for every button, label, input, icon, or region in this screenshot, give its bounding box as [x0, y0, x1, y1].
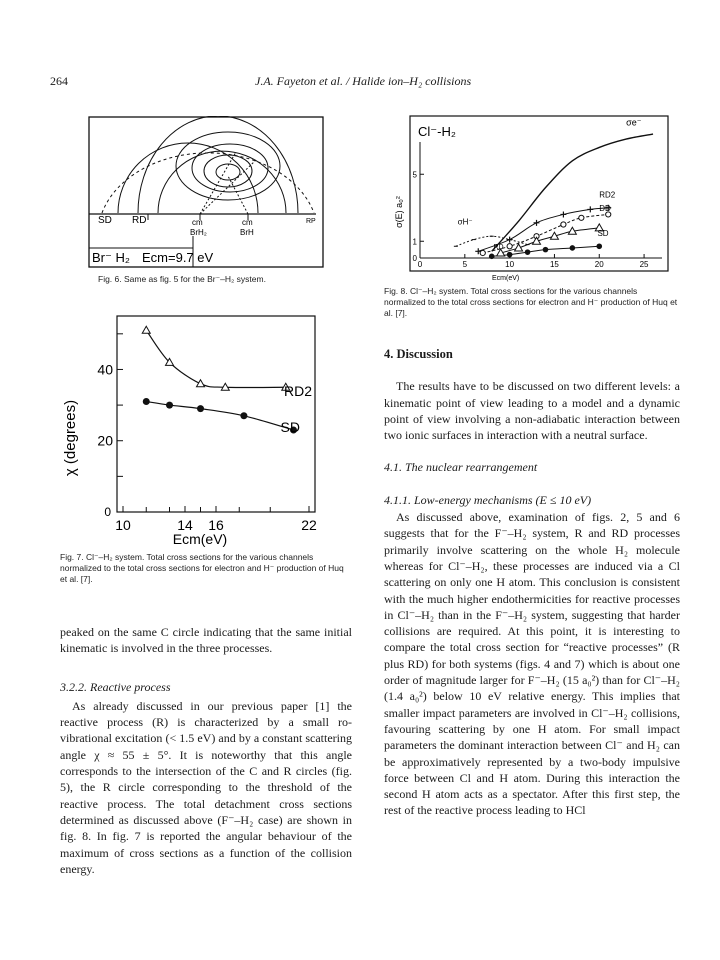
fig8-y-axis-label: σ(E) a₀² — [394, 196, 404, 228]
page-number: 264 — [50, 74, 68, 88]
fig8-x-tick-label: 15 — [549, 260, 559, 269]
figure-6 — [88, 116, 324, 268]
fig6-caption: Fig. 6. Same as fig. 5 for the Br⁻–H₂ system. — [98, 274, 266, 284]
fig6-rp-label: RP — [306, 218, 316, 225]
fig7-y-tick-label: 40 — [97, 361, 113, 378]
fig8-curve — [456, 236, 528, 246]
paragraph-low-energy: As discussed above, examination of figs. 2, 5 and 6 suggests that for the F⁻–H₂ system, R and RD processes primarily involve scattering on the whole H₂ molecule whereas for Cl⁻–H₂, these processes are induced via a Cl scattering on only one H atom. This conclusion is consistent with the much higher endothermicities for reactive processes in Cl⁻–H₂ than in the F⁻–H₂ system, suggesting that harder collisions are required. At this point, it is interesting to compare the total cross section for “reactive processes” (R plus RD) for both systems (figs. 4 and 7) which is about one order of magnitude larger for F⁻–H₂ (15 a₀²) than for Cl⁻–H₂ (1.4 a₀²) below 10 eV relative energy. This implies that smaller impact parameters are involved in Cl⁻–H₂ collisions, favouring scattering by one H atom. For small impact parameters the dominant interaction between Cl⁻ and H₂ can be approximatively represented by a two-body impulsive force between Cl and H atom. During this interaction the second H atom acts as a spectator. After this first step, the rest of the reactive process leading to HCl — [384, 510, 680, 818]
fig8-point — [560, 211, 566, 217]
figure-7 — [60, 308, 340, 548]
paragraph-discussion: The results have to be discussed on two different levels: a kinematic point of view leading to a model and a dynamic point of view involving a non-adiabatic interaction between two ionic surfaces in interaction with a neutral surface. — [384, 379, 680, 443]
subsection-4-1: 4.1. The nuclear rearrangement — [384, 460, 538, 475]
figure-8 — [392, 112, 677, 282]
fig8-point — [570, 245, 576, 251]
fig8-title: Cl⁻-H₂ — [418, 124, 456, 139]
fig8-point — [561, 222, 566, 227]
fig8-x-tick-label: 0 — [417, 260, 423, 269]
fig7-curve-rd2 — [146, 330, 286, 387]
fig8-point — [525, 249, 531, 255]
fig8-x-axis-label: Ecm(eV) — [492, 275, 520, 282]
fig7-y-axis-label: χ (degrees) — [62, 399, 79, 477]
fig7-series-label-rd2: RD2 — [283, 383, 312, 399]
fig8-y-tick-label: 0 — [412, 254, 417, 263]
fig8-point — [489, 254, 495, 260]
fig8-y-tick-label: 1 — [412, 237, 417, 247]
fig6-sd-label: SD — [98, 215, 112, 226]
fig8-point — [587, 206, 593, 212]
fig6-brh2-label: BrH₂ — [190, 228, 207, 237]
fig8-series-label: DD — [599, 204, 611, 214]
fig8-point — [507, 252, 513, 258]
fig8-point — [543, 247, 549, 253]
fig8-point — [579, 215, 584, 220]
fig8-x-tick-label: 25 — [639, 260, 649, 269]
fig7-x-axis-label: Ecm(eV) — [172, 531, 228, 547]
fig8-point — [507, 244, 512, 249]
fig6-diagram — [88, 116, 324, 268]
paragraph-continued: peaked on the same C circle indicating that the same initial kinematic is involved in the three processes. — [60, 625, 352, 656]
fig6-cm-left-label: cm — [192, 218, 203, 227]
fig7-point-sd — [240, 412, 247, 419]
fig6-cm-right-label: cm — [242, 218, 253, 227]
fig7-y-tick-label: 20 — [97, 432, 113, 449]
fig7-x-tick-label: 14 — [177, 517, 193, 533]
fig7-point-rd2 — [197, 380, 205, 387]
fig8-y-tick-label: 5 — [412, 170, 417, 180]
fig8-point — [596, 243, 602, 249]
fig8-x-tick-label: 5 — [462, 260, 468, 269]
fig6-brh-label: BrH — [240, 228, 254, 237]
fig8-caption: Fig. 8. Cl⁻–H₂ system. Total cross sections for the various channels normalized to the total cross sections for electron and H⁻ production of Huq et al. [7]. — [384, 286, 678, 318]
fig8-x-tick-label: 10 — [505, 260, 515, 269]
fig8-series-label: RD2 — [599, 190, 616, 200]
fig8-series-label: σH⁻ — [457, 217, 473, 227]
fig7-x-tick-label: 16 — [208, 517, 224, 533]
fig8-x-tick-label: 20 — [594, 260, 604, 269]
left-column — [60, 624, 352, 877]
fig6-energy-label: Ecm=9.7 eV — [142, 250, 214, 265]
fig6-system-label: Br⁻ H₂ — [92, 250, 130, 265]
fig8-point — [534, 220, 540, 226]
subsection-3-2-2: 3.2.2. Reactive process — [60, 679, 171, 694]
fig7-chart — [60, 308, 340, 548]
fig8-series-label: SD — [597, 229, 609, 239]
fig7-caption: Fig. 7. Cl⁻–H₂ system. Total cross sections for the various channels normalized to the total cross sections for electron and H⁻ production of Huq et al. [7]. — [60, 552, 344, 584]
fig7-point-sd — [143, 398, 150, 405]
fig7-y-origin-label: 0 — [104, 505, 111, 519]
running-title: J.A. Fayeton et al. / Halide ion–H₂ collisions — [255, 74, 472, 88]
fig7-point-sd — [166, 402, 173, 409]
fig7-series-label-sd: SD — [280, 419, 300, 435]
fig8-series-label: RD — [493, 243, 504, 251]
fig7-point-sd — [197, 405, 204, 412]
fig8-series-label: σe⁻ — [626, 117, 642, 128]
subsection-4-1-1: 4.1.1. Low-energy mechanisms (E ≤ 10 eV) — [384, 492, 592, 507]
fig6-rd-label: RD — [132, 215, 147, 226]
fig8-chart — [392, 112, 677, 282]
fig7-x-tick-label: 22 — [301, 517, 317, 533]
paragraph-reactive-process: As already discussed in our previous paper [1] the reactive process (R) is characterized by a small ro-vibrational excitation (< 1.5 eV) and by a constant scattering angle χ ≈ 55 ± 5°. It is noteworthy that this angle corresponds to the intersection of the C and R circles (fig. 5), the R circle corresponding to the threshold of the reactive process. The total detachment cross sections determined as discussed above (F⁻–H₂ case) are shown in fig. 8. In fig. 7 is reported the angular behaviour of the maximum of cross sections as a function of the collision energy. — [60, 698, 352, 876]
fig7-x-tick-label: 10 — [115, 517, 131, 533]
fig8-point — [480, 250, 485, 255]
right-column — [384, 346, 680, 819]
fig7-point-rd2 — [142, 326, 150, 333]
section-4-heading: 4. Discussion — [384, 347, 453, 361]
